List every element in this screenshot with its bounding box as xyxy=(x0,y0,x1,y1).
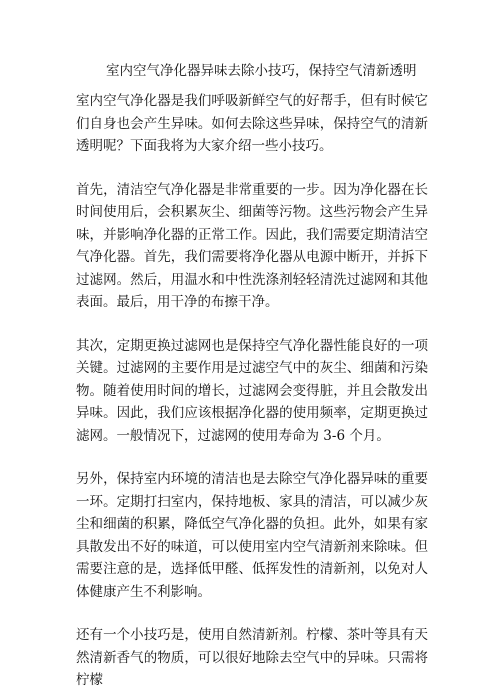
paragraph-indoor-environment: 另外，保持室内环境的清洁也是去除空气净化器异味的重要一环。定期打扫室内，保持地板、家具的清洁，可以减少灰尘和细菌的积累，降低空气净化器的负担。此外，如果有家具散发出不好的味道，可以使用室内空气清新剂来除味。但需要注意的是，选择低甲醛、低挥发性的清新剂，以免对人体健康产生不利影响。 xyxy=(76,471,428,600)
document-title: 室内空气净化器异味去除小技巧，保持空气清新透明 xyxy=(106,63,417,79)
paragraph-cleaning: 首先，清洁空气净化器是非常重要的一步。因为净化器在长时间使用后，会积累灰尘、细菌等污物。这些污物会产生异味，并影响净化器的正常工作。因此，我们需要定期清洁空气净化器。首先，我们需要将净化器从电源中断开，并拆下过滤网。然后，用温水和中性洗涤剂轻轻清洗过滤网和其他表面。最后，用干净的布擦干净。 xyxy=(76,181,428,310)
paragraph-intro: 室内空气净化器是我们呼吸新鲜空气的好帮手，但有时候它们自身也会产生异味。如何去除这些异味，保持空气的清新透明呢？下面我将为大家介绍一些小技巧。 xyxy=(76,93,428,154)
paragraph-natural-freshener: 还有一个小技巧是，使用自然清新剂。柠檬、茶叶等具有天然清新香气的物质，可以很好地除去空气中的异味。只需将柠檬 xyxy=(76,627,428,688)
paragraph-filter-replacement: 其次，定期更换过滤网也是保持空气净化器性能良好的一项关键。过滤网的主要作用是过滤空气中的灰尘、细菌和污染物。随着使用时间的增长，过滤网会变得脏，并且会散发出异味。因此，我们应该根据净化器的使用频率，定期更换过滤网。一般情况下，过滤网的使用寿命为 3-6 个月。 xyxy=(76,337,428,444)
